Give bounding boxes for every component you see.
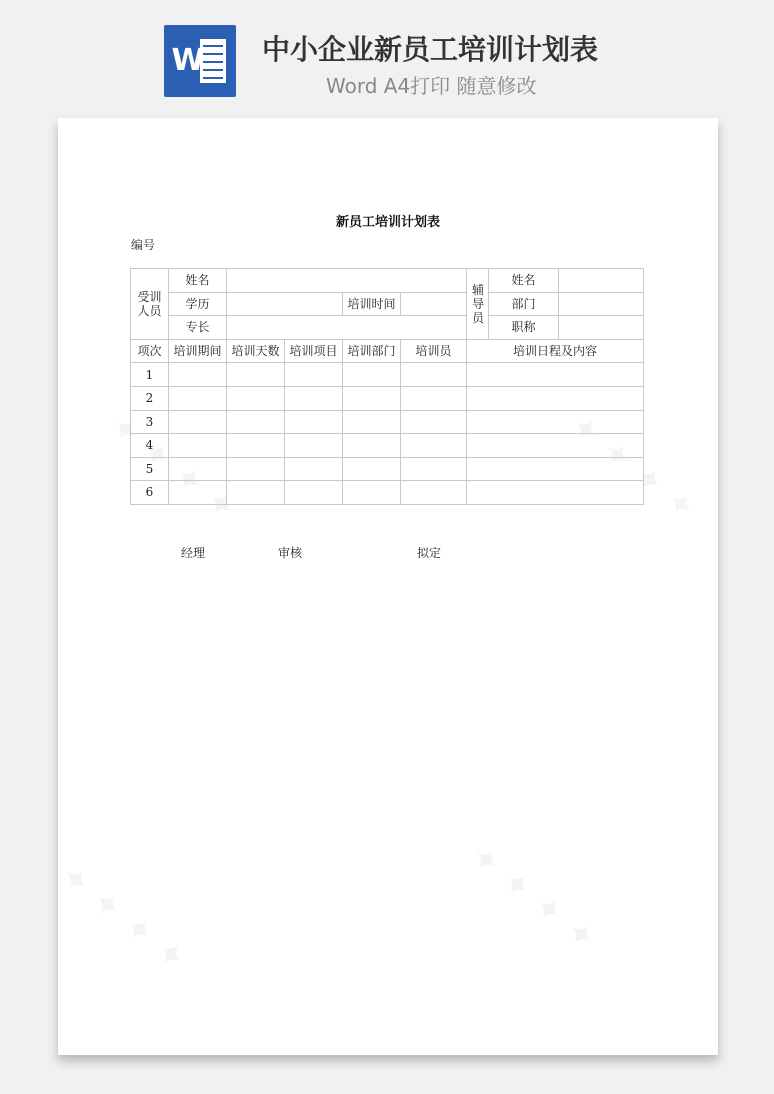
table-cell[interactable] [227, 481, 285, 505]
table-row [131, 457, 644, 481]
training-time-value[interactable] [401, 292, 467, 316]
table-cell[interactable] [401, 457, 467, 481]
table-cell[interactable] [401, 410, 467, 434]
table-cell[interactable] [467, 410, 644, 434]
table-cell[interactable] [401, 387, 467, 411]
table-cell[interactable] [467, 387, 644, 411]
table-cell[interactable] [285, 457, 343, 481]
table-row [131, 363, 644, 387]
page-title: 中小企业新员工培训计划表 [262, 33, 599, 66]
draft-signature-label: 拟定 [417, 546, 442, 560]
table-cell[interactable] [343, 387, 401, 411]
table-cell[interactable] [343, 457, 401, 481]
table-cell[interactable] [467, 434, 644, 458]
table-row [131, 434, 644, 458]
column-header: 培训日程及内容 [467, 339, 644, 363]
row-number: 1 [131, 363, 169, 387]
mentor-label: 辅导员 [467, 269, 489, 340]
table-cell[interactable] [467, 363, 644, 387]
training-plan-table [130, 268, 644, 505]
column-header: 培训期间 [169, 339, 227, 363]
table-cell[interactable] [169, 457, 227, 481]
column-header: 培训项目 [285, 339, 343, 363]
word-app-icon [164, 25, 236, 97]
column-header: 培训员 [401, 339, 467, 363]
table-cell[interactable] [285, 387, 343, 411]
table-cell[interactable] [169, 434, 227, 458]
word-letter: W [171, 43, 205, 78]
column-header: 培训天数 [227, 339, 285, 363]
table-cell[interactable] [169, 387, 227, 411]
column-header: 培训部门 [343, 339, 401, 363]
mentor-title-value[interactable] [559, 316, 644, 340]
mentor-name-label: 姓名 [489, 269, 559, 293]
mentor-name-value[interactable] [559, 269, 644, 293]
table-cell[interactable] [285, 434, 343, 458]
table-cell[interactable] [401, 363, 467, 387]
watermark [52, 856, 194, 980]
trainee-label: 受训人员 [131, 269, 169, 340]
table-cell[interactable] [343, 363, 401, 387]
row-number: 6 [131, 481, 169, 505]
table-cell[interactable] [467, 481, 644, 505]
trainee-name-value[interactable] [227, 269, 467, 293]
table-row [131, 387, 644, 411]
table-cell[interactable] [467, 457, 644, 481]
trainee-specialty-label: 专长 [169, 316, 227, 340]
document-paper [58, 118, 718, 1055]
watermark [462, 836, 604, 960]
table-cell[interactable] [343, 410, 401, 434]
table-cell[interactable] [285, 363, 343, 387]
table-cell[interactable] [401, 434, 467, 458]
table-cell[interactable] [343, 481, 401, 505]
row-number: 5 [131, 457, 169, 481]
table-cell[interactable] [227, 387, 285, 411]
table-cell[interactable] [227, 434, 285, 458]
table-cell[interactable] [285, 410, 343, 434]
row-number: 2 [131, 387, 169, 411]
manager-signature-label: 经理 [181, 546, 206, 560]
mentor-title-label: 职称 [489, 316, 559, 340]
document-title: 新员工培训计划表 [335, 215, 440, 230]
table-cell[interactable] [169, 363, 227, 387]
table-cell[interactable] [169, 410, 227, 434]
trainee-education-label: 学历 [169, 292, 227, 316]
review-signature-label: 审核 [278, 546, 303, 560]
table-cell[interactable] [169, 481, 227, 505]
trainee-specialty-value[interactable] [227, 316, 467, 340]
table-cell[interactable] [227, 457, 285, 481]
trainee-name-label: 姓名 [169, 269, 227, 293]
table-row [131, 410, 644, 434]
table-cell[interactable] [401, 481, 467, 505]
trainee-education-value[interactable] [227, 292, 343, 316]
row-number: 3 [131, 410, 169, 434]
document-number-label: 编号 [131, 238, 156, 252]
row-number: 4 [131, 434, 169, 458]
mentor-department-label: 部门 [489, 292, 559, 316]
mentor-department-value[interactable] [559, 292, 644, 316]
column-header: 项次 [131, 339, 169, 363]
table-cell[interactable] [227, 410, 285, 434]
page-subtitle: Word A4打印 随意修改 [326, 74, 537, 98]
table-cell[interactable] [343, 434, 401, 458]
training-time-label: 培训时间 [343, 292, 401, 316]
table-row [131, 481, 644, 505]
table-cell[interactable] [285, 481, 343, 505]
table-cell[interactable] [227, 363, 285, 387]
